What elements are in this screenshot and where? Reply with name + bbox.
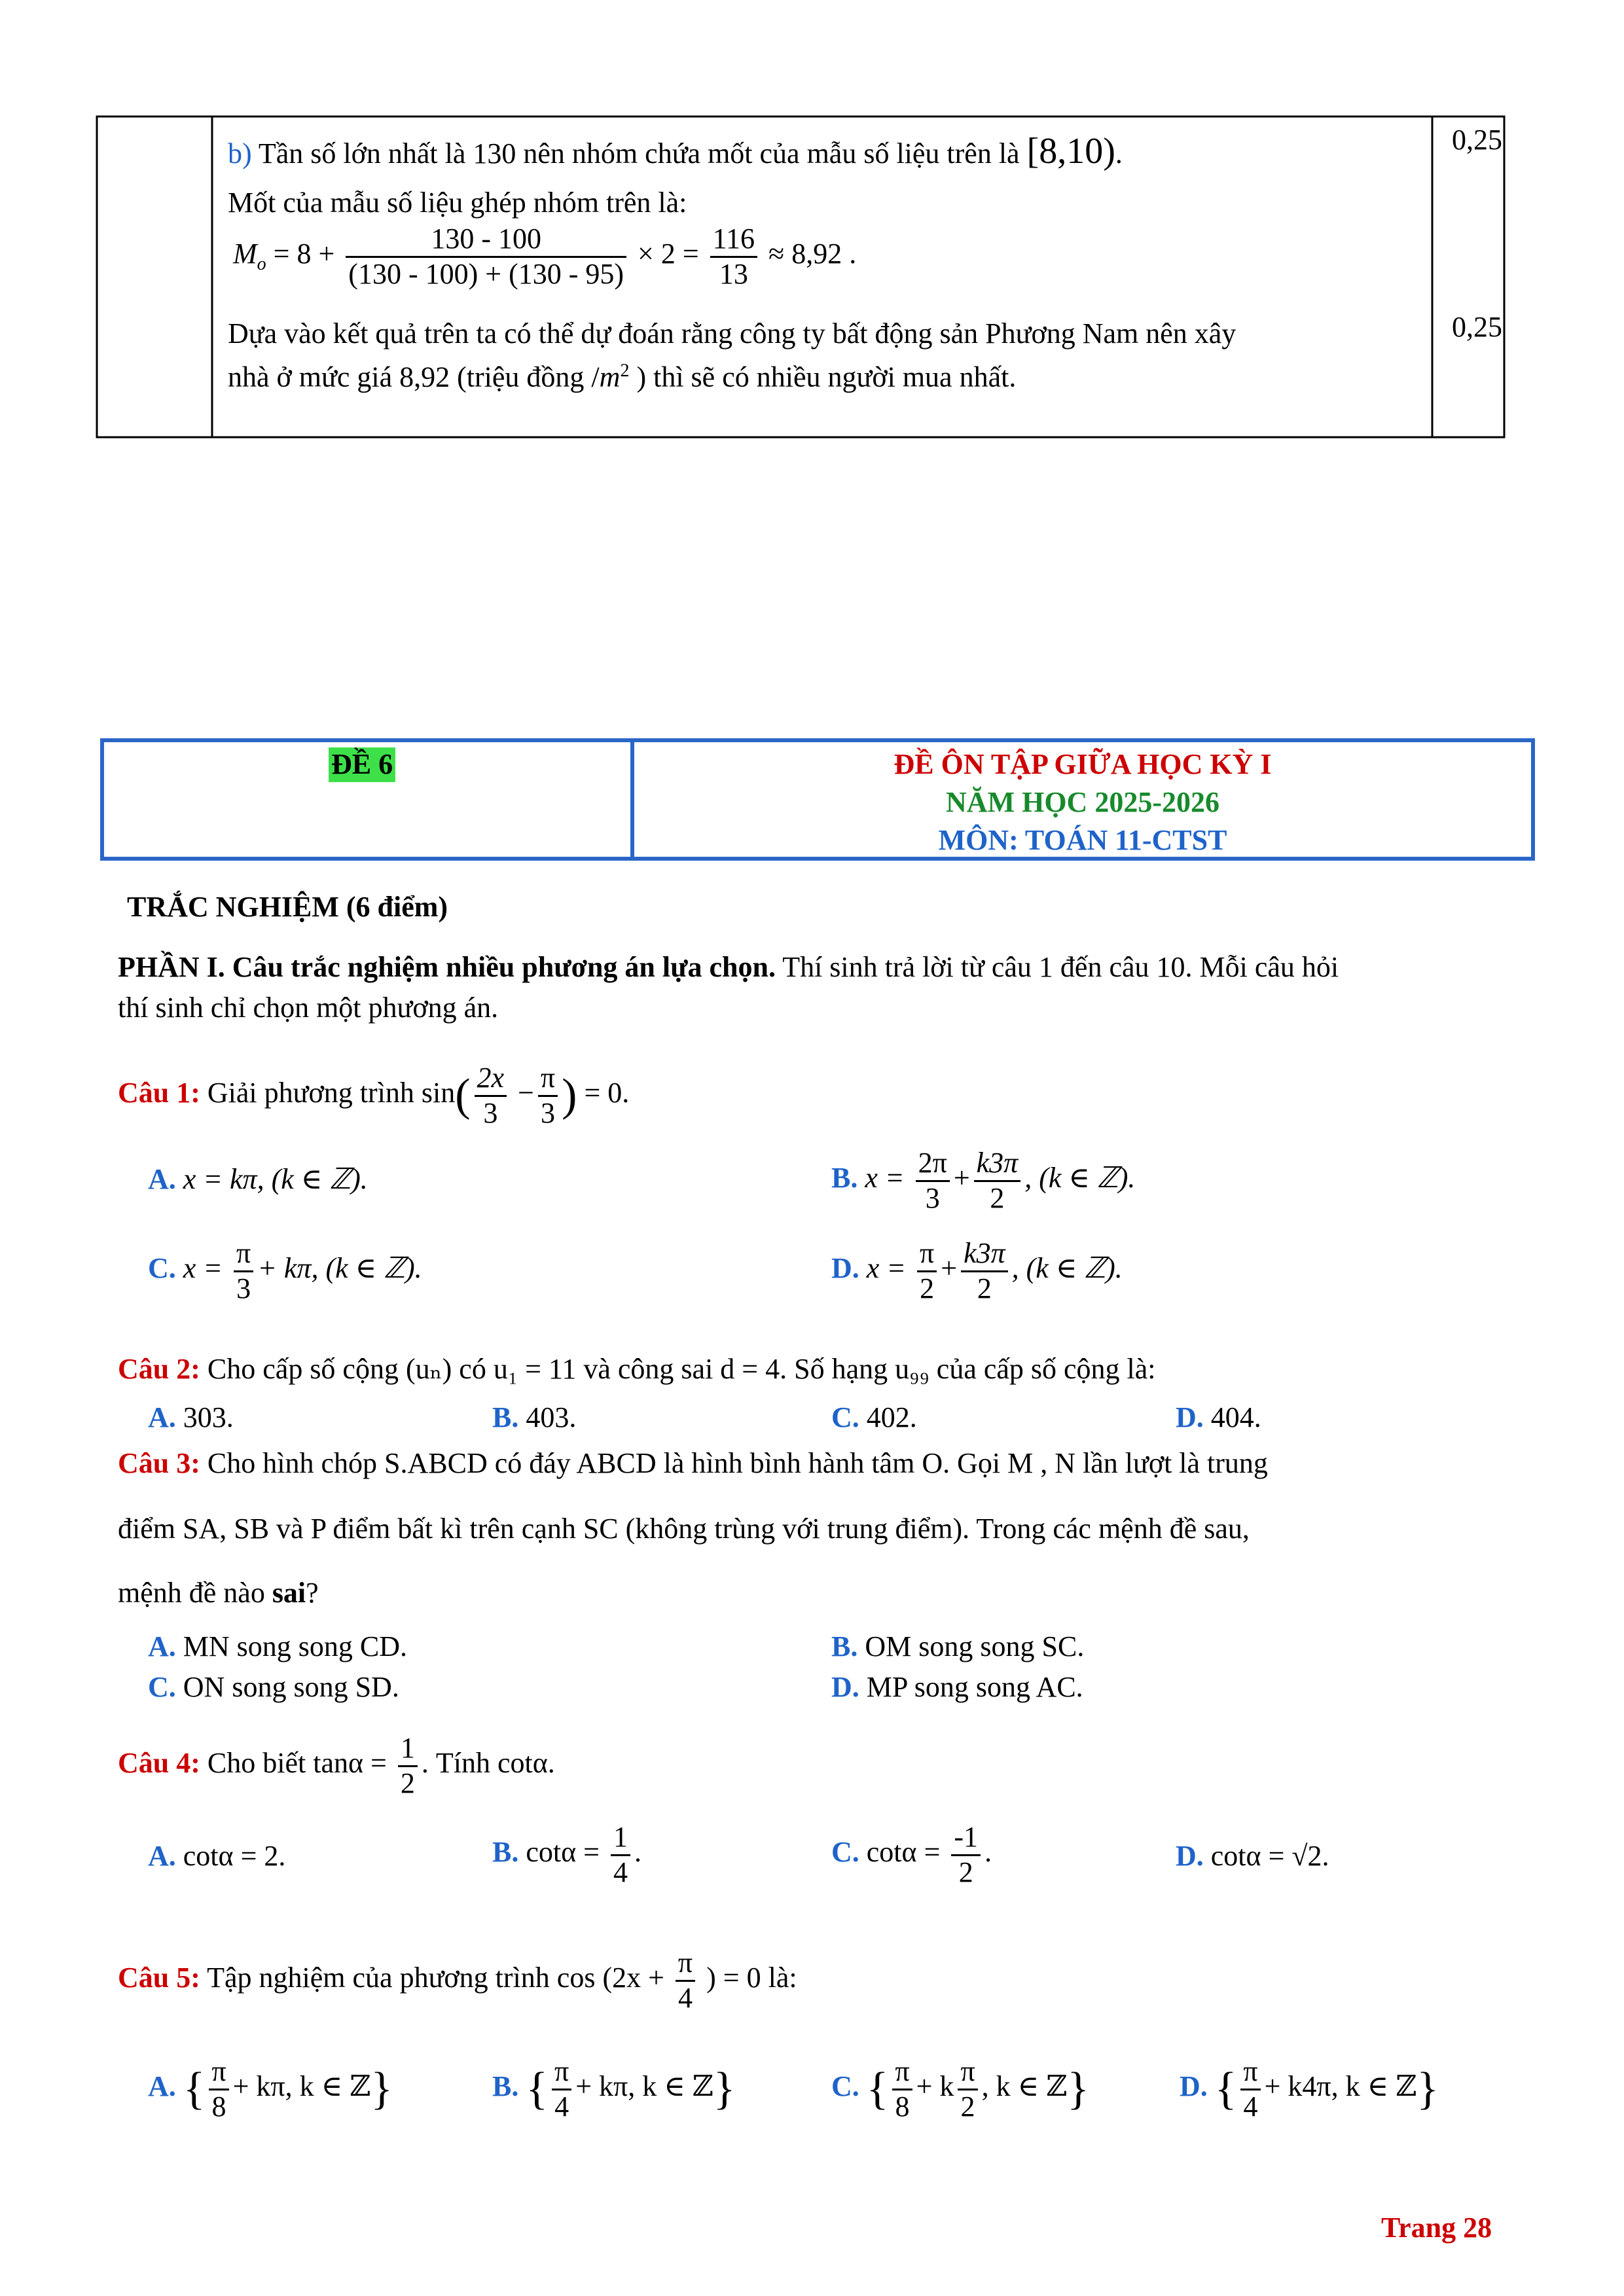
modal-interval: [8,10) <box>1026 131 1115 171</box>
q4-text-pre: Cho biết tanα = <box>207 1747 387 1780</box>
q5-frac <box>676 1946 695 2015</box>
q5-option-b[interactable]: B. { $\frac{\pi}{4}$ + kπ, k ∈ ℤ} <box>492 2055 736 2123</box>
q2-text: Cho cấp số cộng (uₙ) có u₁ = 11 và công sai d = 4. Số hạng u₉₉ của cấp số cộng là: <box>207 1353 1156 1385</box>
q5-c-frac2-num: π <box>958 2055 977 2090</box>
q4-label: Câu 4: <box>118 1747 200 1780</box>
q1-frac1-num: 2x <box>475 1062 507 1097</box>
q1-d-post: , (k ∈ ℤ). <box>1011 1252 1123 1285</box>
q3-line3-pre: mệnh đề nào <box>118 1577 272 1609</box>
q3-b-text: OM song song SC. <box>865 1630 1085 1662</box>
unit-m: m <box>599 361 621 393</box>
q1-b-frac1-den: 3 <box>925 1181 940 1214</box>
q1-frac2-den: 3 <box>541 1096 556 1129</box>
q1-a-label: A. <box>148 1163 176 1195</box>
q5-text: Tập nghiệm của phương trình cos <box>207 1962 596 1994</box>
q1-option-b[interactable]: B. x = $\frac{2\pi}{3}$ + $\frac{k3\pi}{2}$ , (k ∈ ℤ). <box>831 1147 1136 1214</box>
q4-option-b[interactable] <box>492 1821 641 1889</box>
q1-d-frac1-num: π <box>917 1237 937 1272</box>
q4-b-frac-num: 1 <box>611 1821 630 1856</box>
q5-a-frac-num: π <box>209 2055 228 2090</box>
q4-b-post: . <box>634 1836 641 1869</box>
q3-label: Câu 3: <box>118 1447 200 1479</box>
part-b-line2: Mốt của mẫu số liệu ghép nhóm trên là: <box>228 187 687 219</box>
q5-option-c[interactable]: C. { $\frac{\pi}{8}$ + k $\frac{\pi}{2}$ , k ∈ ℤ} <box>831 2055 1089 2123</box>
times-two: × 2 = <box>638 238 699 270</box>
q4-d-text: cotα = √2. <box>1210 1840 1329 1872</box>
q5-frac-num: π <box>676 1946 695 1982</box>
q4-c-frac-num: -1 <box>951 1821 981 1856</box>
result-fraction <box>710 223 757 291</box>
q1-b-frac1-num: 2π <box>916 1147 950 1182</box>
q2-option-b[interactable] <box>492 1401 576 1435</box>
q3-d-label: D. <box>831 1671 859 1703</box>
q1-c-frac <box>234 1237 253 1305</box>
question-5 <box>118 1946 797 2015</box>
q1-a-text: x = kπ, (k ∈ ℤ). <box>183 1163 368 1195</box>
q5-a-label: A. <box>148 2070 176 2103</box>
mo-subscript: o <box>257 253 266 274</box>
q1-frac2-num: π <box>538 1062 558 1097</box>
q1-d-frac2-den: 2 <box>977 1272 992 1304</box>
q4-d-label: D. <box>1176 1840 1204 1872</box>
q1-c-frac-num: π <box>234 1237 253 1272</box>
q1-b-pre: x = <box>865 1162 905 1194</box>
mode-approx: ≈ 8,92 . <box>768 238 857 270</box>
q2-a-text: 303. <box>183 1401 234 1433</box>
q3-line3-post: ? <box>306 1577 319 1609</box>
part-b-line4 <box>228 360 1016 395</box>
part-b-line4b: ) thì sẽ có nhiều người mua nhất. <box>636 361 1017 393</box>
mode-fraction-den: (130 - 100) + (130 - 95) <box>348 257 624 290</box>
q2-a-label: A. <box>148 1401 176 1433</box>
score-1: 0,25 <box>1452 124 1502 156</box>
q1-label: Câu 1: <box>118 1077 200 1109</box>
part-b-text1: Tần số lớn nhất là 130 nên nhóm chứa mốt của mẫu số liệu trên là <box>258 137 1020 170</box>
q5-frac-den: 4 <box>678 1981 693 2014</box>
q1-option-c[interactable] <box>148 1237 422 1305</box>
q1-c-pre: x = <box>183 1252 223 1285</box>
q5-c-frac1-num: π <box>892 2055 912 2090</box>
q5-c-label: C. <box>831 2070 859 2103</box>
q1-d-pre: x = <box>866 1252 907 1285</box>
q5-expr-post: ) = 0 là: <box>706 1962 797 1994</box>
q1-c-label: C. <box>148 1252 176 1285</box>
mo-symbol: M <box>233 238 257 270</box>
q1-b-label: B. <box>831 1162 858 1194</box>
q2-d-label: D. <box>1176 1401 1204 1433</box>
q2-c-text: 402. <box>866 1401 917 1433</box>
question-1: Câu 1: Giải phương trình sin( $\frac{2x}{3}$ − $\frac{\pi}{3}$ ) = 0. <box>118 1062 630 1129</box>
part-b-line1: b) Tần số lớn nhất là 130 nên nhóm chứa mốt của mẫu số liệu trên là [8,10). <box>228 131 1123 171</box>
mo-eq: = 8 + <box>273 238 335 270</box>
q4-c-post: . <box>984 1836 992 1869</box>
q1-c-frac-den: 3 <box>236 1272 251 1304</box>
q5-d-frac-num: π <box>1240 2055 1260 2090</box>
part-b-line3: Dựa vào kết quả trên ta có thể dự đoán rằng công ty bất động sản Phương Nam nên xây <box>228 317 1236 350</box>
q4-b-pre: cotα = <box>526 1836 600 1869</box>
q5-option-a[interactable]: A. { $\frac{\pi}{8}$ + kπ, k ∈ ℤ} <box>148 2055 393 2123</box>
exam-title-1: ĐỀ ÔN TẬP GIỮA HỌC KỲ I <box>893 748 1272 780</box>
q4-c-pre: cotα = <box>866 1836 941 1869</box>
q2-c-label: C. <box>831 1401 859 1433</box>
q4-c-frac <box>951 1821 981 1889</box>
q5-b-label: B. <box>492 2070 519 2103</box>
q5-d-label: D. <box>1180 2070 1208 2103</box>
q1-b-post: , (k ∈ ℤ). <box>1024 1162 1136 1194</box>
q1-d-frac2 <box>961 1237 1008 1305</box>
part1-bold: PHẦN I. Câu trắc nghiệm nhiều phương án lựa chọn. <box>118 951 776 983</box>
q1-frac2 <box>538 1062 558 1130</box>
mode-fraction <box>346 223 626 291</box>
q5-a-frac-den: 8 <box>211 2090 226 2123</box>
q3-option-b[interactable] <box>831 1630 1084 1664</box>
q3-line3-bold: sai <box>272 1577 306 1609</box>
page-number: Trang 28 <box>1381 2212 1492 2244</box>
q5-a-frac <box>209 2055 228 2123</box>
result-fraction-den: 13 <box>719 257 748 290</box>
q4-b-frac-den: 4 <box>613 1856 628 1888</box>
q2-d-text: 404. <box>1210 1401 1261 1433</box>
q4-c-frac-den: 2 <box>958 1856 973 1888</box>
q4-frac-num: 1 <box>398 1732 418 1767</box>
part1-rest: Thí sinh trả lời từ câu 1 đến câu 10. Mỗi câu hỏi <box>776 951 1339 983</box>
question-4 <box>118 1732 555 1800</box>
q4-option-c[interactable] <box>831 1821 992 1889</box>
q4-c-label: C. <box>831 1836 859 1869</box>
q3-d-text: MP song song AC. <box>866 1671 1083 1703</box>
q5-expr-pre: (2x + <box>602 1962 664 1994</box>
q5-c-frac2-den: 2 <box>960 2090 975 2123</box>
q3-a-text: MN song song CD. <box>183 1630 408 1662</box>
unit-sup: 2 <box>620 361 630 381</box>
q5-c-frac1 <box>892 2055 912 2123</box>
q4-b-label: B. <box>492 1836 519 1869</box>
q1-d-frac1-den: 2 <box>920 1272 935 1304</box>
q3-option-d[interactable] <box>831 1670 1083 1705</box>
score-2: 0,25 <box>1452 311 1502 343</box>
q3-line1: Cho hình chóp S.ABCD có đáy ABCD là hình bình hành tâm O. Gọi M , N lần lượt là trung <box>207 1447 1268 1479</box>
q5-d-frac-den: 4 <box>1243 2090 1258 2123</box>
q2-option-c[interactable] <box>831 1401 917 1435</box>
q4-a-text: cotα = 2. <box>183 1840 286 1872</box>
result-fraction-num: 116 <box>710 223 757 258</box>
q3-c-text: ON song song SD. <box>183 1671 399 1703</box>
q3-line3 <box>118 1576 319 1611</box>
part-b-label: b) <box>228 137 252 170</box>
question-2 <box>118 1352 1156 1387</box>
q5-b-post: + kπ, k ∈ ℤ <box>575 2070 713 2103</box>
q5-label: Câu 5: <box>118 1962 200 1994</box>
q3-option-a[interactable] <box>148 1630 407 1664</box>
q1-b-frac2-den: 2 <box>990 1181 1005 1214</box>
q3-line2: điểm SA, SB và P điểm bất kì trên cạnh SC (không trùng với trung điểm). Trong các mệnh đề sau, <box>118 1513 1250 1545</box>
q5-b-frac <box>552 2055 571 2123</box>
q1-d-frac1 <box>917 1237 937 1305</box>
q5-a-post: + kπ, k ∈ ℤ <box>232 2070 371 2103</box>
q3-option-c[interactable] <box>148 1670 399 1705</box>
q5-b-frac-den: 4 <box>554 2090 569 2123</box>
q4-text-post: . Tính cotα. <box>421 1747 555 1780</box>
q4-option-d[interactable] <box>1176 1839 1329 1874</box>
q5-b-frac-num: π <box>552 2055 571 2090</box>
exam-title-3: MÔN: TOÁN 11-CTST <box>938 824 1227 856</box>
q1-b-frac2-num: k3π <box>974 1147 1021 1182</box>
q1-option-d[interactable]: D. x = $\frac{\pi}{2}$ + $\frac{k3\pi}{2}$ , (k ∈ ℤ). <box>831 1237 1123 1304</box>
q4-b-frac <box>611 1821 630 1889</box>
part-b-line4a: nhà ở mức giá 8,92 (triệu đồng / <box>228 361 600 393</box>
q2-b-text: 403. <box>526 1401 577 1433</box>
q5-c-frac1-den: 8 <box>895 2090 910 2123</box>
q3-a-label: A. <box>148 1630 176 1662</box>
q5-d-frac <box>1240 2055 1260 2123</box>
exam-title-2: NĂM HỌC 2025-2026 <box>946 786 1219 818</box>
q4-frac <box>398 1732 418 1800</box>
q1-option-a[interactable] <box>148 1162 368 1197</box>
q5-c-mid: + k <box>916 2070 954 2103</box>
part1-instructions <box>118 950 1339 985</box>
q3-c-label: C. <box>148 1671 176 1703</box>
q4-option-a[interactable] <box>148 1839 285 1874</box>
q2-label: Câu 2: <box>118 1353 200 1385</box>
q5-c-frac2 <box>958 2055 977 2123</box>
q5-c-post: , k ∈ ℤ <box>981 2070 1068 2103</box>
q2-option-a[interactable] <box>148 1401 234 1435</box>
exam-code: ĐỀ 6 <box>329 747 395 782</box>
q2-b-label: B. <box>492 1401 519 1433</box>
q1-frac1-den: 3 <box>483 1096 498 1129</box>
mode-formula <box>233 223 856 291</box>
q1-b-frac2 <box>974 1147 1021 1215</box>
q2-option-d[interactable] <box>1176 1401 1261 1435</box>
q5-option-d[interactable]: D. { $\frac{\pi}{4}$ + k4π, k ∈ ℤ} <box>1180 2055 1439 2123</box>
section-heading: TRẮC NGHIỆM (6 điểm) <box>127 891 448 923</box>
q4-a-label: A. <box>148 1840 176 1872</box>
q1-d-label: D. <box>831 1252 859 1285</box>
q5-d-post: + k4π, k ∈ ℤ <box>1264 2070 1417 2103</box>
q1-frac1 <box>475 1062 507 1130</box>
q3-b-label: B. <box>831 1630 858 1662</box>
question-3 <box>118 1446 1268 1481</box>
q1-c-post: + kπ, (k ∈ ℤ). <box>257 1252 422 1285</box>
q1-b-frac1 <box>916 1147 950 1215</box>
q4-frac-den: 2 <box>400 1767 415 1799</box>
q1-text: Giải phương trình sin <box>207 1077 456 1109</box>
mode-fraction-num: 130 - 100 <box>346 223 626 258</box>
part1-line2: thí sinh chỉ chọn một phương án. <box>118 992 499 1024</box>
q1-d-frac2-num: k3π <box>961 1237 1008 1272</box>
